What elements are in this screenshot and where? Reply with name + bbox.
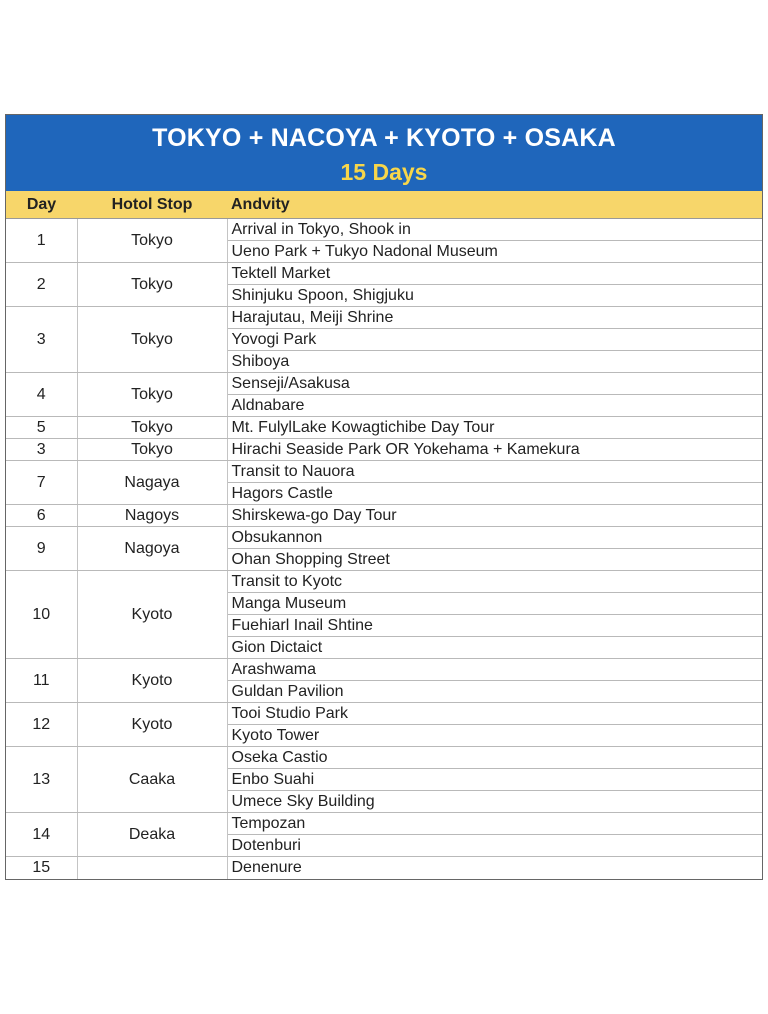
day-number: 12: [6, 703, 77, 747]
activity: Denenure: [231, 858, 302, 876]
day-number: 7: [6, 461, 77, 505]
day-number: 9: [6, 527, 77, 571]
day-number: 14: [6, 813, 77, 857]
activity: Dotenburi: [227, 835, 762, 857]
activity: Shirskewa-go Day Tour: [227, 505, 762, 527]
activity: Ueno Park + Tukyo Nadonal Museum: [227, 241, 762, 263]
trip-duration: 15 Days: [340, 159, 428, 185]
table-row: [6, 571, 762, 593]
itinerary-table-container: [5, 114, 763, 880]
activity: Umece Sky Building: [227, 791, 762, 813]
hotel-stop: Kyoto: [77, 703, 227, 747]
table-row: [6, 703, 762, 725]
activity: Tempozan: [227, 813, 762, 835]
activity: Aldnabare: [227, 395, 762, 417]
hotel-stop: Caaka: [77, 747, 227, 813]
itinerary-rows: [6, 219, 762, 879]
activity: Kyoto Tower: [227, 725, 762, 747]
hotel-stop: Deaka: [77, 813, 227, 857]
activity: Transit to Nauora: [227, 461, 762, 483]
hotel-stop: Tokyo: [77, 307, 227, 373]
activity: Gion Dictaict: [227, 637, 762, 659]
header-row: [6, 191, 762, 219]
hotel-stop: Nagoya: [77, 527, 227, 571]
activity: Mt. FulylLake Kowagtichibe Day Tour: [227, 417, 762, 439]
activity: Enbo Suahi: [227, 769, 762, 791]
table-row: [6, 263, 762, 285]
activity: Guldan Pavilion: [227, 681, 762, 703]
itinerary-table: [6, 191, 762, 879]
activity: Fuehiarl Inail Shtine: [227, 615, 762, 637]
column-header-day: Day: [6, 191, 77, 219]
table-row: [6, 307, 762, 329]
day-number: 11: [6, 659, 77, 703]
column-header-hotel: Hotol Stop: [77, 191, 227, 219]
day-number: 1: [6, 219, 77, 263]
activity: Shiboya: [227, 351, 762, 373]
activity: Manga Museum: [227, 593, 762, 615]
day-number: 6: [6, 505, 77, 527]
table-row: [6, 373, 762, 395]
activity: Arashwama: [227, 659, 762, 681]
activity: Hagors Castle: [227, 483, 762, 505]
activity: Ohan Shopping Street: [227, 549, 762, 571]
activity: Hirachi Seaside Park OR Yokehama + Kamekura: [227, 439, 762, 461]
hotel-stop: Tokyo: [77, 373, 227, 417]
column-header-activity: Andvity: [227, 191, 762, 219]
title-banner: [6, 115, 762, 191]
table-row: [6, 417, 762, 439]
activity: Oseka Castio: [227, 747, 762, 769]
table-row: [6, 659, 762, 681]
table-row: [6, 219, 762, 241]
table-row: [6, 439, 762, 461]
hotel-stop: Kyoto: [77, 571, 227, 659]
trip-title: TOKYO + NACOYA + KYOTO + OSAKA: [152, 124, 616, 152]
activity: Shinjuku Spoon, Shigjuku: [227, 285, 762, 307]
table-row: [6, 747, 762, 769]
activity: Harajutau, Meiji Shrine: [227, 307, 762, 329]
hotel-stop: Tokyo: [77, 439, 227, 461]
activity: Transit to Kyotc: [227, 571, 762, 593]
day-number: 15: [6, 857, 77, 879]
table-row: [6, 813, 762, 835]
day-number: 3: [6, 439, 77, 461]
day-number: 5: [6, 417, 77, 439]
activity: Tooi Studio Park: [227, 703, 762, 725]
day-number: 3: [6, 307, 77, 373]
table-row: [6, 527, 762, 549]
hotel-stop: Tokyo: [77, 263, 227, 307]
activity: Arrival in Tokyo, Shook in: [227, 219, 762, 241]
day-number: 13: [6, 747, 77, 813]
table-row: [6, 461, 762, 483]
hotel-stop: [77, 857, 227, 879]
table-row: [6, 857, 762, 879]
activity: Yovogi Park: [227, 329, 762, 351]
activity: Obsukannon: [227, 527, 762, 549]
hotel-stop: Tokyo: [77, 417, 227, 439]
table-row: [6, 505, 762, 527]
hotel-stop: Tokyo: [77, 219, 227, 263]
activity: Senseji/Asakusa: [227, 373, 762, 395]
day-number: 4: [6, 373, 77, 417]
activity: Tektell Market: [227, 263, 762, 285]
hotel-stop: Nagaya: [77, 461, 227, 505]
day-number: 2: [6, 263, 77, 307]
day-number: 10: [6, 571, 77, 659]
hotel-stop: Nagoys: [77, 505, 227, 527]
hotel-stop: Kyoto: [77, 659, 227, 703]
